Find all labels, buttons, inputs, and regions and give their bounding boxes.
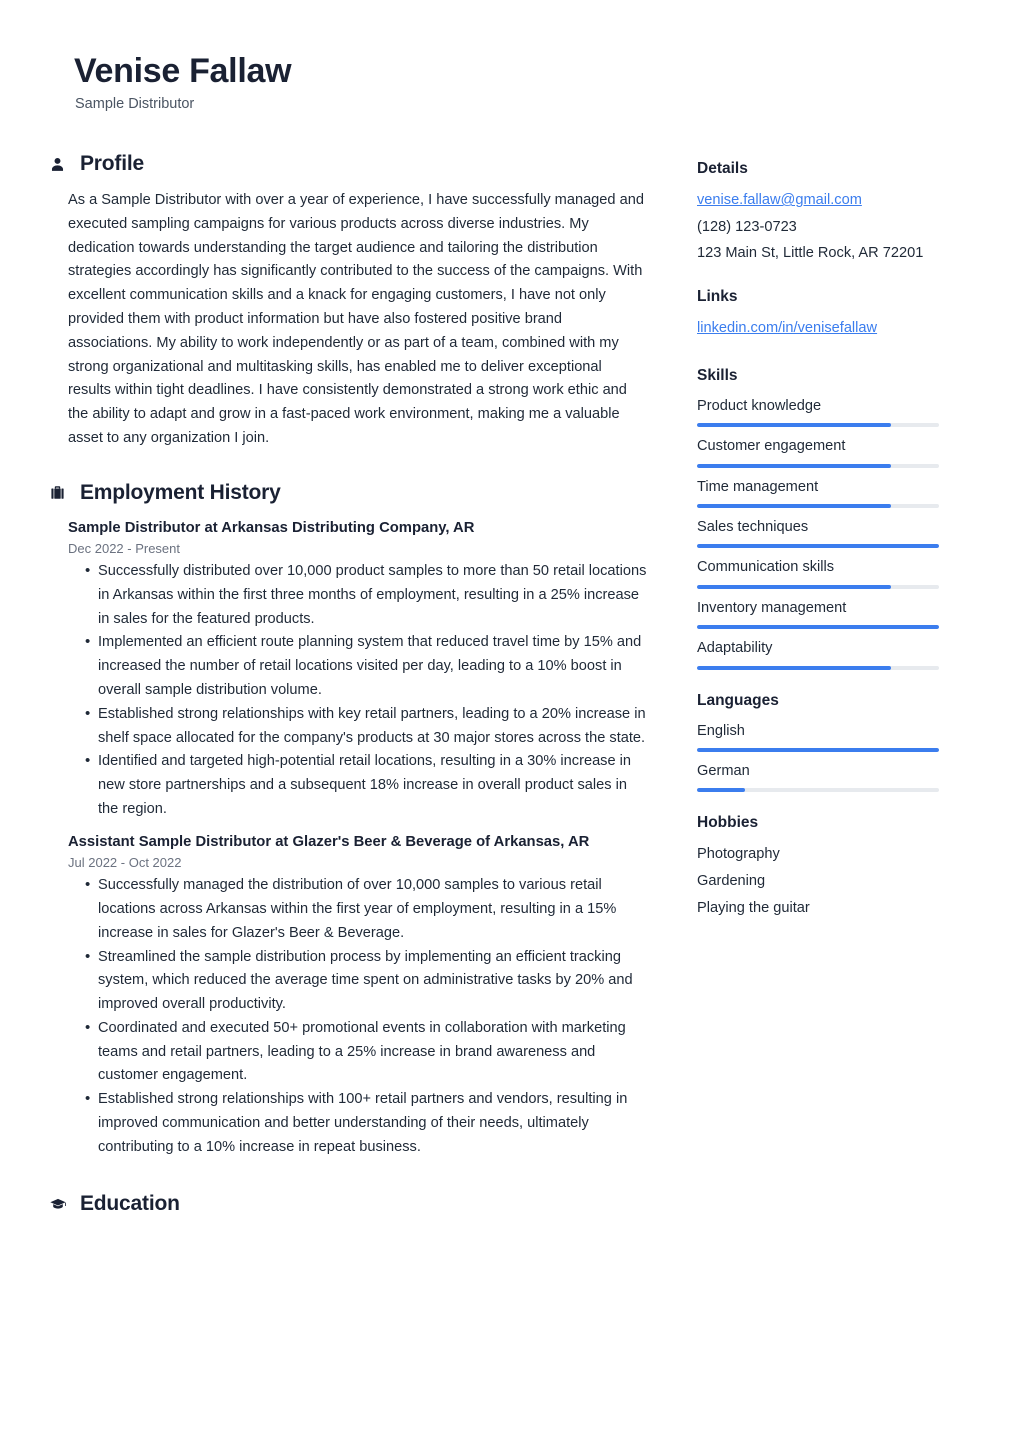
skill-label: Inventory management <box>697 599 847 616</box>
candidate-name: Venise Fallaw <box>74 52 292 90</box>
employment-bullet: • Identified and targeted high-potential retail locations, resulting in a 30% increase in new store partnerships and a subsequent 18% increase in overall product sales in the region. <box>68 750 648 821</box>
language-meter-track <box>697 748 939 752</box>
skill-label: Customer engagement <box>697 438 846 455</box>
sidebar-block-hobbies <box>697 814 956 920</box>
section-header-employment <box>48 481 648 505</box>
sidebar-column <box>697 152 956 942</box>
graduation-cap-icon <box>48 1194 67 1213</box>
hobby-item: Gardening <box>697 873 766 890</box>
language-row <box>697 721 956 752</box>
sidebar-title-skills: Skills <box>697 366 738 384</box>
employment-entry-bullets <box>68 560 648 822</box>
skill-meter-fill <box>697 504 891 508</box>
skill-meter-fill <box>697 585 891 589</box>
skill-meter-track <box>697 504 939 508</box>
skill-meter-fill <box>697 464 891 468</box>
resume-header <box>68 52 956 112</box>
section-header-education <box>48 1192 648 1216</box>
skill-meter-fill <box>697 625 939 629</box>
skill-row <box>697 396 956 427</box>
skill-meter-track <box>697 625 939 629</box>
employment-bullet: • Established strong relationships with key retail partners, leading to a 20% increase in shelf space allocated for the company's products at 30 major stores across the state. <box>68 703 648 751</box>
person-icon <box>48 155 67 174</box>
skill-row <box>697 638 956 669</box>
language-row <box>697 761 956 792</box>
skill-meter-fill <box>697 423 891 427</box>
section-title-employment: Employment History <box>80 480 281 504</box>
profile-summary-text: As a Sample Distributor with over a year of experience, I have successfully managed and executed sampling campaigns for various products across diverse industries. My dedication towards understanding the target audience and tailoring the distribution strategies accordingly has significantly contributed to the success of the campaigns. With excellent communication skills and a knack for engaging customers, I have not only provided them with product information but have also fostered positive brand associations. My ability to work independently or as part of a team, combined with my strong organizational and multitasking skills, has enabled me to deliver exceptional results within tight deadlines. I have consistently demonstrated a strong work ethic and the ability to adapt and grow in a fast-paced work environment, making me a valuable asset to any organization I join. <box>68 192 644 446</box>
sidebar-title-details: Details <box>697 160 748 178</box>
skill-meter-track <box>697 464 939 468</box>
skill-label: Communication skills <box>697 559 835 576</box>
candidate-job-title: Sample Distributor <box>75 96 195 113</box>
employment-bullet: • Established strong relationships with 100+ retail partners and vendors, resulting in improved communication and better understanding of their needs, ultimately contributing to a 10% increase in repeat business. <box>68 1088 648 1159</box>
employment-entry <box>68 518 648 822</box>
section-header-profile <box>48 152 648 176</box>
skill-row <box>697 517 956 548</box>
skill-row <box>697 436 956 467</box>
briefcase-icon <box>48 483 67 502</box>
sidebar-title-languages: Languages <box>697 691 779 709</box>
skill-meter-fill <box>697 544 939 548</box>
resume-columns <box>68 152 956 1228</box>
language-meter-fill <box>697 788 745 792</box>
language-label: German <box>697 763 750 780</box>
sidebar-block-details <box>697 160 956 266</box>
sidebar-title-hobbies: Hobbies <box>697 814 759 832</box>
language-meter-fill <box>697 748 939 752</box>
section-title-education: Education <box>80 1191 180 1215</box>
main-column <box>68 152 648 1228</box>
skill-meter-track <box>697 423 939 427</box>
sidebar-block-skills <box>697 367 956 670</box>
skill-row <box>697 477 956 508</box>
employment-bullet: • Coordinated and executed 50+ promotional events in collaboration with marketing teams and retail partners, leading to a 25% increase in brand awareness and customer engagement. <box>68 1017 648 1088</box>
employment-entry-heading: Assistant Sample Distributor at Glazer's Beer & Beverage of Arkansas, AR <box>68 833 590 850</box>
employment-entry-heading: Sample Distributor at Arkansas Distributing Company, AR <box>68 519 475 536</box>
employment-bullet: • Successfully managed the distribution of over 10,000 samples to various retail locations across Arkansas within the first year of employment, resulting in a 15% increase in sales for Glazer's Beer & Beverage. <box>68 874 648 945</box>
skill-row <box>697 557 956 588</box>
sidebar-block-languages <box>697 692 956 793</box>
skill-meter-track <box>697 544 939 548</box>
phone-number: (128) 123-0723 <box>697 218 797 235</box>
employment-bullet: • Streamlined the sample distribution process by implementing an efficient tracking system, which reduced the average time spent on administrative tasks by 20% and improved overall productivity. <box>68 946 648 1017</box>
sidebar-title-links: Links <box>697 288 738 306</box>
language-meter-track <box>697 788 939 792</box>
skill-meter-fill <box>697 666 891 670</box>
hobby-item: Playing the guitar <box>697 899 810 916</box>
skill-label: Adaptability <box>697 640 773 657</box>
language-label: English <box>697 722 745 739</box>
hobby-item: Photography <box>697 846 780 863</box>
employment-entry-dates: Jul 2022 - Oct 2022 <box>68 855 182 871</box>
mailing-address: 123 Main St, Little Rock, AR 72201 <box>697 245 924 262</box>
employment-entry-dates: Dec 2022 - Present <box>68 541 181 557</box>
employment-bullet: • Implemented an efficient route planning system that reduced travel time by 15% and increased the number of retail locations visited per day, leading to a 10% boost in overall sample distribution volume. <box>68 631 648 702</box>
skill-meter-track <box>697 666 939 670</box>
email-link[interactable]: venise.fallaw@gmail.com <box>697 192 862 209</box>
skill-label: Time management <box>697 478 819 495</box>
employment-bullet: • Successfully distributed over 10,000 product samples to more than 50 retail locations in Arkansas within the first three months of employment, resulting in a 25% increase in sales for the featured products. <box>68 560 648 631</box>
section-title-profile: Profile <box>80 152 144 176</box>
employment-entry-bullets <box>68 874 648 1159</box>
sidebar-block-links <box>697 288 956 341</box>
skill-row <box>697 598 956 629</box>
skill-label: Sales techniques <box>697 518 809 535</box>
skill-meter-track <box>697 585 939 589</box>
employment-entry <box>68 832 648 1160</box>
linkedin-link[interactable]: linkedin.com/in/venisefallaw <box>697 320 878 337</box>
skill-label: Product knowledge <box>697 397 822 414</box>
